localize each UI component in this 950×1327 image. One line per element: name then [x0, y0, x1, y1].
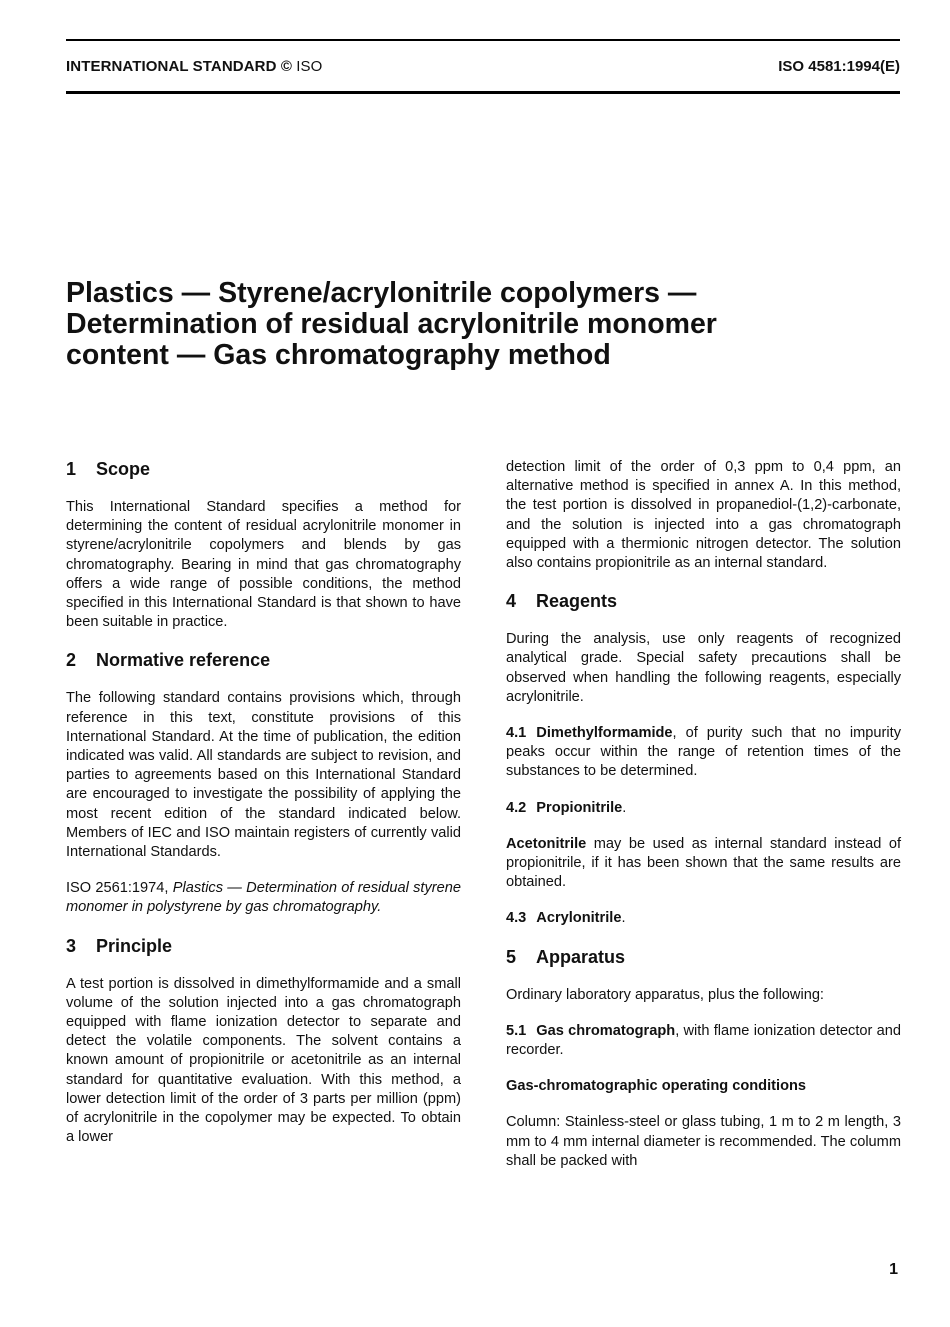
- document-number: ISO 4581:1994(E): [778, 58, 900, 75]
- section-title: Normative reference: [96, 650, 271, 671]
- clause-number: 4.1: [506, 725, 527, 742]
- column-paragraph: Column: Stainless-steel or glass tubing, 1 m to 2 m length, 3 mm to 4 mm internal diameter is recommended. The columm shall be packed with: [506, 1114, 901, 1169]
- section-number: 3: [66, 935, 77, 956]
- section-title: Principle: [96, 935, 173, 956]
- document-title: [66, 278, 886, 371]
- apparatus-description: , with flame ionization detector and recorder.: [506, 1022, 901, 1059]
- section-number: 5: [506, 946, 517, 967]
- right-column: [506, 458, 901, 1171]
- section-heading-reagents: [506, 590, 901, 612]
- clause-5-1: [506, 1022, 901, 1060]
- reagent-name: Acrylonitrile: [536, 910, 622, 927]
- note-text: may be used as internal standard instead of propionitrile, if it has been shown that the same results are obtained.: [506, 835, 901, 891]
- clause-4-3: [506, 909, 901, 928]
- clause-suffix: .: [622, 799, 627, 816]
- apparatus-name: Gas chromatograph: [536, 1022, 676, 1039]
- section-title: Scope: [96, 459, 151, 479]
- section-heading-scope: [66, 458, 461, 480]
- clause-4-2: [506, 799, 901, 818]
- section-number: 2: [66, 650, 77, 671]
- section-title: Apparatus: [536, 946, 626, 967]
- clause-number: 5.1: [506, 1022, 527, 1039]
- reagent-description: , of purity such that no impurity peaks occur within the range of retention times of the substances to be determined.: [506, 725, 901, 780]
- acetonitrile-note: [506, 835, 901, 893]
- clause-number: 4.3: [506, 910, 527, 927]
- operating-conditions-heading: Gas-chromatographic operating conditions: [506, 1078, 807, 1095]
- reagent-name: Dimethylformamide: [536, 725, 673, 742]
- normative-reference-paragraph: The following standard contains provisions which, through reference in this text, constitute provisions of this International Standard. At the time of publication, the edition indicated was valid. All standards are subject to revision, and parties to agreements based on this International Standard are encouraged to investigate the possibility of applying the most recent edition of the standard indicated below. Members of IEC and ISO maintain registers of currently valid International Standards.: [66, 690, 461, 861]
- section-heading-principle: [66, 935, 461, 957]
- title-line-2: Determination of residual acrylonitrile monomer: [66, 308, 717, 340]
- section-number: 1: [66, 459, 77, 479]
- title-line-3: content — Gas chromatography method: [66, 339, 611, 371]
- page-number: 1: [889, 1261, 898, 1278]
- left-column: [66, 458, 461, 1164]
- reference-citation: [66, 879, 461, 917]
- standard-label: INTERNATIONAL STANDARD: [66, 58, 277, 75]
- copyright-symbol: ©: [280, 58, 292, 75]
- reagents-intro: During the analysis, use only reagents of recognized analytical grade. Special safety precautions shall be observed when handling the following reagents, especially acrylonitrile.: [506, 631, 901, 705]
- reference-title: Plastics — Determination of residual styrene monomer in polystyrene by gas chromatography.: [66, 880, 461, 916]
- reagent-name: Propionitrile: [536, 799, 623, 816]
- apparatus-intro: Ordinary laboratory apparatus, plus the following:: [506, 986, 824, 1003]
- header-rule: [66, 91, 900, 94]
- section-heading-normative-reference: [66, 649, 461, 671]
- section-title: Reagents: [536, 591, 618, 612]
- clause-4-1: [506, 724, 901, 782]
- scope-paragraph: This International Standard specifies a method for determining the content of residual acrylonitrile monomer in styrene/acrylonitrile copolymers and blends by gas chromatography. Bearing in mind that gas chromatography offers a wide range of possible conditions, the method specified in this International Standard is that shown to have been suitable in practice.: [66, 499, 461, 631]
- section-number: 4: [506, 591, 517, 612]
- reagent-name: Acetonitrile: [506, 835, 587, 852]
- top-rule: [66, 39, 900, 41]
- clause-number: 4.2: [506, 799, 527, 816]
- principle-paragraph: A test portion is dissolved in dimethylformamide and a small volume of the solution injected into a gas chromatograph equipped with flame ionization detector to separate and detect the volatile components. The solvent contains a known amount of propionitrile or acetonitrile as an internal standard for quantitative evaluation. With this method, a lower detection limit of the order of 3 parts per million (ppm) of acrylonitrile in the copolymer may be expected. To obtain a lower: [66, 975, 461, 1146]
- reference-number: ISO 2561:1974,: [66, 880, 169, 897]
- running-header-left: [66, 58, 322, 75]
- org-label: ISO: [296, 58, 323, 75]
- title-line-1: Plastics — Styrene/acrylonitrile copolymers —: [66, 277, 697, 309]
- section-heading-apparatus: [506, 946, 901, 968]
- clause-suffix: .: [621, 910, 626, 927]
- principle-continuation-paragraph: detection limit of the order of 0,3 ppm to 0,4 ppm, an alternative method is specified in annex A. In this method, the test portion is dissolved in propanediol-(1,2)-carbonate, and the solution is injected into a gas chromatograph equipped with a thermionic nitrogen detector. The solution also contains propionitrile as an internal standard.: [506, 459, 901, 572]
